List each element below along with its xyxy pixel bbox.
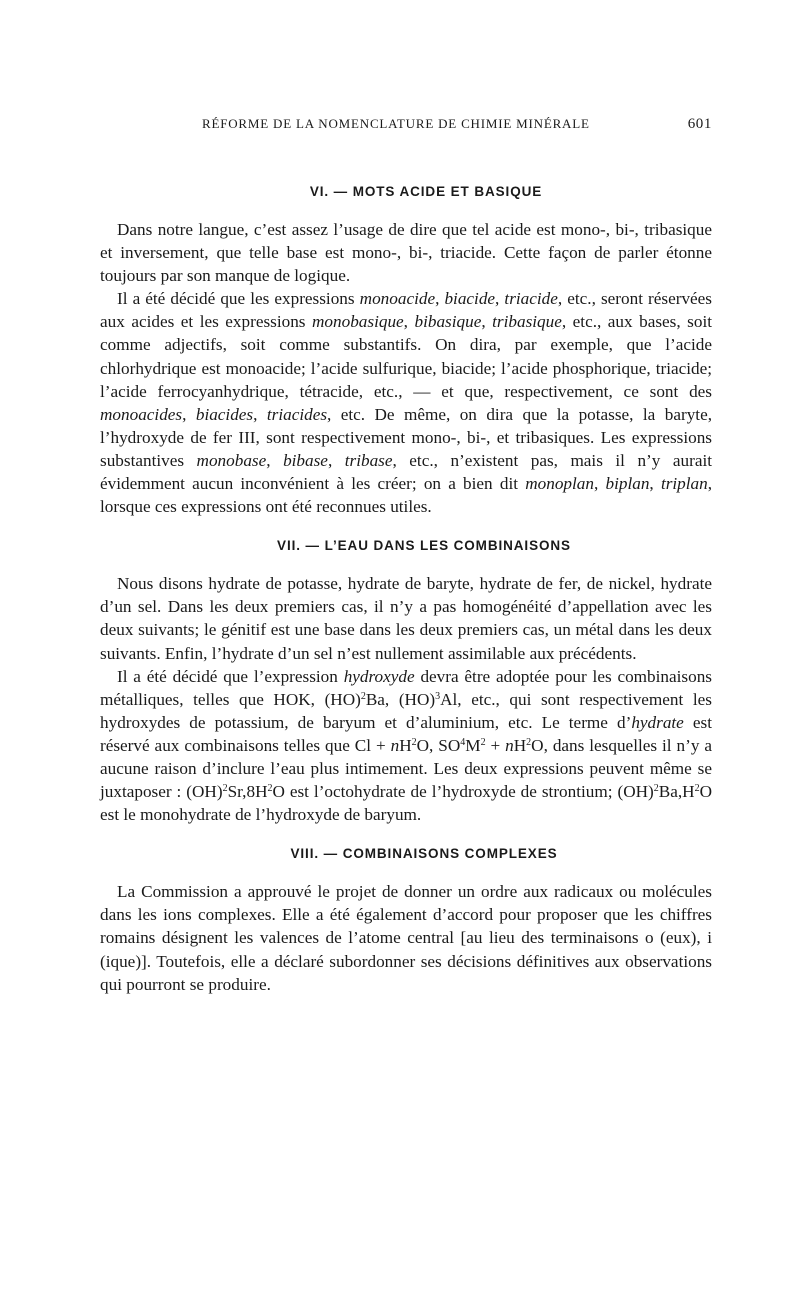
italic-text: monoacides (100, 404, 183, 424)
italic-text: monobasique (312, 312, 404, 332)
text-run: , (266, 450, 284, 470)
superscript-text: 2 (267, 783, 273, 795)
text-run: Ba,H (658, 782, 695, 802)
paragraph (100, 218, 712, 287)
italic-text: monoacide (359, 289, 436, 309)
superscript-text: 4 (460, 736, 466, 748)
text-run: , etc., n’existent pas, mais il n’y aurait évidemment aucun inconvénient à les créer; on a bien dit (100, 450, 713, 494)
section-combinaisons-complexes (100, 846, 712, 995)
text-run: Il a été décidé que l’expression (117, 666, 344, 686)
text-run: , etc., seront réservées aux acides et les expressions (100, 289, 712, 332)
text-run: O, SO (416, 735, 461, 755)
superscript-text: 2 (526, 736, 532, 748)
italic-text: triacides (266, 404, 328, 424)
superscript-text: 2 (653, 783, 659, 795)
italic-text: bibase (283, 450, 328, 470)
text-run: , (481, 312, 493, 332)
text-run: , (403, 312, 415, 332)
italic-text: hydrate (631, 712, 684, 732)
superscript-text: 2 (222, 783, 228, 795)
superscript-text: 2 (360, 690, 366, 702)
text-run: Al, etc., qui sont respectivement les hydroxydes de potassium, de baryum et d’aluminium, etc. Le terme d’ (100, 689, 712, 732)
italic-text: biplan (605, 474, 650, 494)
superscript-text: 2 (411, 736, 417, 748)
italic-text: monoplan (525, 474, 594, 494)
text-run: H (399, 735, 412, 755)
text-run: Sr,8H (227, 782, 268, 802)
text-run: La Commission a approuvé le projet de donner un ordre aux radicaux ou molécules dans les ions complexes. Elle a été également d’accord pour proposer que les chiffres romains désignent les valences de l’atome central [au lieu des terminaisons o (eux), i (ique)]. Toutefois, elle a déclaré subordonner ses décisions définitives aux observations qui pourront se produire. (100, 882, 712, 994)
section-heading: VI. — MOTS ACIDE ET BASIQUE (309, 184, 543, 199)
text-run: M (465, 735, 481, 755)
text-run: , (253, 404, 267, 424)
text-run: O est le monohydrate de l’hydroxyde de baryum. (100, 782, 712, 825)
text-run: , (435, 289, 445, 309)
italic-text: tribasique (492, 312, 562, 332)
italic-text: monobase (196, 450, 267, 470)
italic-text: biacides (195, 404, 254, 424)
italic-text: n (505, 735, 514, 755)
text-run: , (495, 289, 505, 309)
running-head (100, 112, 712, 136)
italic-text: bibasique (414, 312, 482, 332)
text-run: , etc., aux bases, soit comme adjectifs, soit comme substantifs. On dira, par exemple, que l’acide chlorhydrique est monoacide; l’acide sulfurique, biacide; l’acide phosphorique, triacide; l’acide ferrocyanhydrique, tétracide, etc., — et que, respectivement, ce sont des (100, 312, 712, 401)
italic-text: triplan (660, 474, 708, 494)
section-eau-dans-les-combinaisons (100, 538, 712, 826)
text-run: Ba, (HO) (365, 689, 436, 709)
text-run: O est l’octohydrate de l’hydroxyde de strontium; (OH) (272, 782, 654, 802)
text-run: H (513, 735, 527, 755)
text-run: , etc. De même, on dira que la potasse, la baryte, l’hydroxyde de fer III, sont respectivement mono-, bi-, et tribasiques. Les expressions substantives (100, 404, 712, 470)
section-heading: VII. — L’EAU DANS LES COMBINAISONS (277, 538, 571, 554)
text-run: devra être adoptée pour les combinaisons métalliques, telles que HOK, (HO) (100, 666, 712, 709)
paragraph (100, 880, 712, 995)
text-run: + (485, 735, 506, 755)
text-run: Dans notre langue, c’est assez l’usage de dire que tel acide est mono-, bi-, tribasique et inversement, que telle base est mono-, bi-, triacide. Cette façon de parler étonne toujours par son manque de logique. (100, 220, 712, 286)
section-heading: VIII. — COMBINAISONS COMPLEXES (290, 846, 558, 862)
text-run: Nous disons hydrate de potasse, hydrate de baryte, hydrate de fer, de nickel, hydrate d’un sel. Dans les deux premiers cas, il n’y a pas homogénéité d’appellation avec les deux suivants; le génitif est une base dans les deux premiers cas, un métal dans les deux suivants. Enfin, l’hydrate d’un sel n’est nullement assimilable aux précédents. (100, 574, 712, 663)
paragraph (100, 665, 712, 827)
italic-text: hydroxyde (343, 666, 415, 686)
text-run: est réservé aux combinaisons telles que Cl + (100, 712, 712, 755)
text-run: , (593, 474, 606, 494)
italic-text: triacide (504, 289, 558, 309)
italic-text: tribase (344, 450, 393, 470)
text-run: O, dans lesquelles il n’y a aucune raison d’inclure l’eau plus intimement. Les deux expressions peuvent même se juxtaposer : (OH) (100, 735, 712, 802)
paragraph (100, 287, 712, 518)
section-mots-acide-et-basique (100, 184, 712, 518)
text-run: , lorsque ces expressions ont été reconnues utiles. (100, 474, 713, 517)
running-title: RÉFORME DE LA NOMENCLATURE DE CHIMIE MINÉRALE (202, 116, 590, 131)
book-page (100, 112, 712, 996)
superscript-text: 3 (435, 690, 441, 702)
italic-text: n (390, 735, 400, 755)
paragraph (100, 572, 712, 664)
text-run: , (327, 450, 345, 470)
italic-text: biacide (444, 289, 496, 309)
superscript-text: 2 (480, 736, 486, 748)
text-run: Il a été décidé que les expressions (117, 289, 360, 309)
page-number: 601 (687, 116, 712, 132)
superscript-text: 2 (694, 783, 700, 795)
text-run: , (182, 404, 196, 424)
text-run: , (649, 474, 661, 494)
